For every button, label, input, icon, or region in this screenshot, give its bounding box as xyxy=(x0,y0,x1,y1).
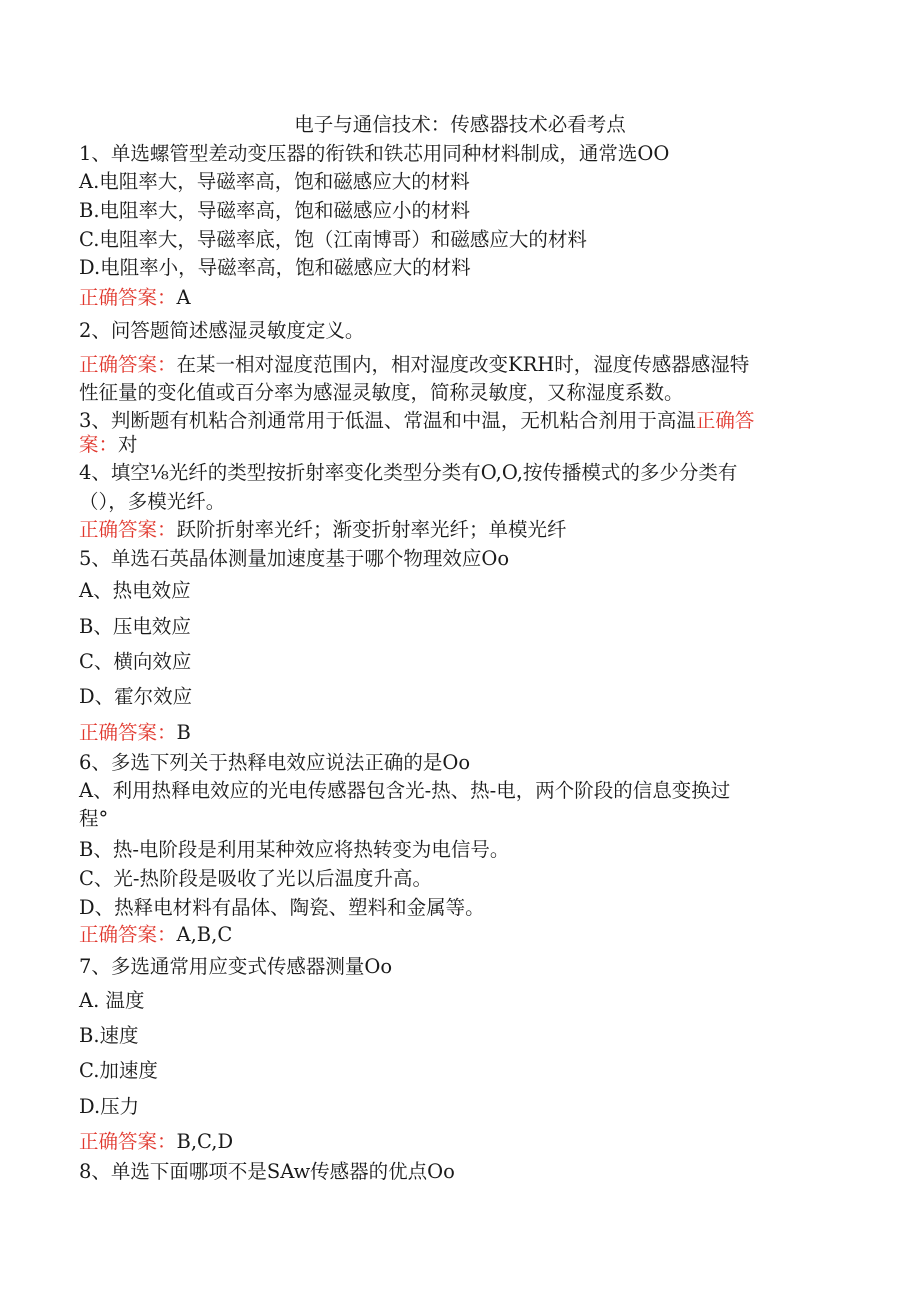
answer-label: 正确答案： xyxy=(79,1130,177,1153)
q1-option-c: C.电阻率大，导磁率底，饱（江南博哥）和磁感应大的材料 xyxy=(79,228,587,251)
q7-stem: 7、多选通常用应变式传感器测量Oo xyxy=(79,955,393,978)
answer-value: 在某一相对湿度范围内，相对湿度改变KRH时，湿度传感器感湿特 xyxy=(176,353,750,376)
q7-answer xyxy=(79,1129,233,1155)
q2-answer-line1 xyxy=(79,352,749,378)
q3-stem xyxy=(79,408,754,434)
q4-stem-line1: 4、填空⅛光纤的类型按折射率变化类型分类有O,O,按传播模式的多少分类有 xyxy=(79,461,738,484)
answer-label: 正确答案： xyxy=(79,721,177,744)
answer-value: B xyxy=(176,721,191,744)
page-title: 电子与通信技术：传感器技术必看考点 xyxy=(294,113,626,136)
q5-option-a: A、热电效应 xyxy=(79,579,191,602)
answer-label-part1: 正确答 xyxy=(695,409,755,432)
q7-option-a: A. 温度 xyxy=(79,989,145,1012)
answer-label-part2: 案： xyxy=(79,433,119,456)
answer-value: A,B,C xyxy=(176,923,233,946)
answer-value: 跃阶折射率光纤；渐变折射率光纤；单模光纤 xyxy=(176,518,567,541)
q8-stem: 8、单选下面哪项不是SAw传感器的优点Oo xyxy=(79,1160,455,1183)
q3-stem-text: 3、判断题有机粘合剂通常用于低温、常温和中温，无机粘合剂用于高温 xyxy=(79,409,696,432)
q6-option-a-line1: A、利用热释电效应的光电传感器包含光-热、热-电，两个阶段的信息变换过 xyxy=(79,779,731,802)
q1-stem: 1、单选螺管型差动变压器的衔铁和铁芯用同种材料制成，通常选OO xyxy=(79,142,670,165)
answer-label: 正确答案： xyxy=(79,353,177,376)
q2-answer-line2: 性征量的变化值或百分率为感湿灵敏度，简称灵敏度，又称湿度系数。 xyxy=(79,381,684,404)
answer-label: 正确答案： xyxy=(79,518,177,541)
q1-answer xyxy=(79,285,191,311)
q7-option-c: C.加速度 xyxy=(79,1059,158,1082)
q1-option-d: D.电阻率小，导磁率高，饱和磁感应大的材料 xyxy=(79,256,471,279)
q5-answer xyxy=(79,720,191,746)
q6-stem: 6、多选下列关于热释电效应说法正确的是Oo xyxy=(79,751,471,774)
q5-option-d: D、霍尔效应 xyxy=(79,685,193,708)
q2-stem: 2、问答题简述感湿灵敏度定义。 xyxy=(79,319,365,342)
answer-value: A xyxy=(176,286,191,309)
q6-option-a-line2: 程° xyxy=(79,807,109,830)
q3-answer xyxy=(79,432,138,458)
q6-option-c: C、光-热阶段是吸收了光以后温度升高。 xyxy=(79,867,433,890)
q7-option-b: B.速度 xyxy=(79,1024,139,1047)
q4-answer xyxy=(79,517,567,543)
q1-option-a: A.电阻率大，导磁率高，饱和磁感应大的材料 xyxy=(79,170,470,193)
q1-option-b: B.电阻率大，导磁率高，饱和磁感应小的材料 xyxy=(79,199,471,222)
answer-value: 对 xyxy=(118,433,138,456)
q6-answer xyxy=(79,922,232,948)
q6-option-b: B、热-电阶段是利用某种效应将热转变为电信号。 xyxy=(79,838,510,861)
answer-label: 正确答案： xyxy=(79,923,177,946)
q5-option-b: B、压电效应 xyxy=(79,615,191,638)
q7-option-d: D.压力 xyxy=(79,1095,140,1118)
answer-label: 正确答案： xyxy=(79,286,177,309)
answer-value: B,C,D xyxy=(176,1130,234,1153)
q5-option-c: C、横向效应 xyxy=(79,650,192,673)
q5-stem: 5、单选石英晶体测量加速度基于哪个物理效应Oo xyxy=(79,547,510,570)
q4-stem-line2: （），多模光纤。 xyxy=(79,490,226,513)
q6-option-d: D、热释电材料有晶体、陶瓷、塑料和金属等。 xyxy=(79,896,485,919)
